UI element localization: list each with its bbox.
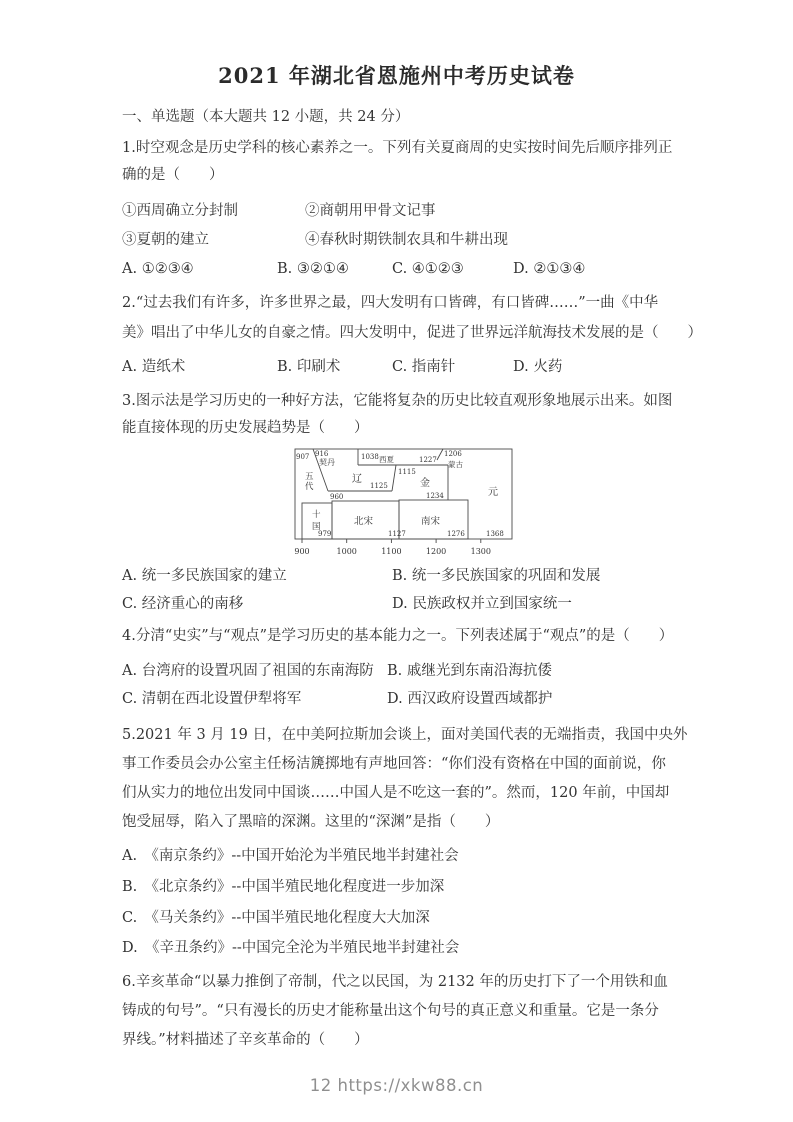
label-khitan: 契丹 bbox=[319, 458, 335, 467]
label-1276: 1276 bbox=[447, 530, 465, 538]
q2-option-b: B. 印刷术 bbox=[277, 359, 341, 375]
q4-options-row-2 bbox=[122, 688, 678, 710]
label-shiguo-2: 国 bbox=[312, 522, 321, 532]
question-1-line-1: 1.时空观念是历史学科的核心素养之一。下列有关夏商周的史实按时间先后顺序排列正 bbox=[122, 140, 673, 156]
q3-option-c: C. 经济重心的南移 bbox=[122, 596, 244, 612]
q2-options-row bbox=[122, 356, 678, 378]
q1-option-a: A. ①②③④ bbox=[122, 261, 194, 277]
q3-options-row-2 bbox=[122, 593, 678, 615]
q2-option-d: D. 火药 bbox=[513, 359, 563, 375]
liao-right-line bbox=[392, 465, 396, 491]
q2-option-c: C. 指南针 bbox=[392, 359, 456, 375]
q1-item-4: ④春秋时期铁制农具和牛耕出现 bbox=[305, 232, 508, 248]
axis-tick-1200: 1200 bbox=[425, 547, 447, 556]
q3-option-a: A. 统一多民族国家的建立 bbox=[122, 568, 287, 584]
q4-option-c: C. 清朝在西北设置伊犁将军 bbox=[122, 691, 302, 707]
q5-option-c: C. 《马关条约》--中国半殖民地化程度大大加深 bbox=[122, 910, 430, 926]
label-1125: 1125 bbox=[370, 482, 388, 490]
question-2-line-2: 美》唱出了中华儿女的自豪之情。四大发明中，促进了世界远洋航海技术发展的是（ ） bbox=[122, 325, 702, 341]
q1-option-d: D. ②①③④ bbox=[513, 261, 586, 277]
axis-tick-1000: 1000 bbox=[336, 547, 357, 556]
q1-option-c: C. ④①②③ bbox=[392, 261, 464, 277]
section-heading: 一、单选题（本大题共 12 小题，共 24 分） bbox=[122, 109, 410, 125]
mongol-boundary-line bbox=[437, 449, 443, 460]
label-960: 960 bbox=[330, 493, 344, 501]
q4-option-d: D. 西汉政府设置西域都护 bbox=[387, 691, 553, 707]
q4-options-row-1 bbox=[122, 660, 678, 682]
label-nansong: 南宋 bbox=[421, 516, 441, 527]
question-5-line-1: 5.2021 年 3 月 19 日，在中美阿拉斯加会谈上，面对美国代表的无端指责，我国中央外 bbox=[122, 727, 688, 743]
q1-items-row-1 bbox=[122, 200, 678, 222]
axis-tick-1300: 1300 bbox=[470, 547, 491, 556]
q3-dynasty-timeline-diagram bbox=[292, 446, 518, 559]
q1-item-2: ②商朝用甲骨文记事 bbox=[305, 203, 436, 219]
label-jin: 金 bbox=[420, 478, 430, 489]
q3-option-b: B. 统一多民族国家的巩固和发展 bbox=[392, 568, 601, 584]
label-907: 907 bbox=[296, 453, 310, 461]
question-6-line-3: 界线。”材料描述了辛亥革命的（ ） bbox=[122, 1032, 369, 1048]
label-xixia: 西夏 bbox=[379, 455, 394, 464]
label-yuan: 元 bbox=[488, 487, 498, 498]
timeline-svg bbox=[292, 446, 518, 559]
label-1127: 1127 bbox=[388, 530, 406, 538]
q1-item-1: ①西周确立分封制 bbox=[122, 203, 238, 219]
question-3-line-1: 3.图示法是学习历史的一种好方法，它能将复杂的历史比较直观形象地展示出来。如图 bbox=[122, 393, 673, 409]
page-watermark: 12 https://xkw88.cn bbox=[309, 1076, 484, 1095]
question-5-line-2: 事工作委员会办公室主任杨洁篪掷地有声地回答：“你们没有资格在中国的面前说，你 bbox=[122, 756, 666, 772]
exam-title: 2021 年湖北省恩施州中考历史试卷 bbox=[218, 63, 575, 88]
label-liao: 辽 bbox=[352, 474, 362, 485]
q4-option-b: B. 戚继光到东南沿海抗倭 bbox=[387, 663, 552, 679]
axis-tick-900: 900 bbox=[294, 547, 310, 556]
label-1206: 1206 bbox=[444, 450, 462, 458]
q3-option-d: D. 民族政权并立到国家统一 bbox=[392, 596, 572, 612]
axis-tick-1100: 1100 bbox=[381, 547, 402, 556]
question-4-line-1: 4.分清“史实”与“观点”是学习历史的基本能力之一。下列表述属于“观点”的是（ ） bbox=[122, 628, 674, 644]
q2-option-a: A. 造纸术 bbox=[122, 359, 186, 375]
q5-option-a: A. 《南京条约》--中国开始沦为半殖民地半封建社会 bbox=[122, 848, 459, 864]
label-beisong: 北宋 bbox=[354, 516, 374, 527]
question-5-line-4: 饱受屈辱，陷入了黑暗的深渊。这里的“深渊”是指（ ） bbox=[122, 814, 500, 830]
label-1038: 1038 bbox=[361, 453, 379, 461]
question-2-line-1: 2.“过去我们有许多，许多世界之最，四大发明有口皆碑，有口皆碑……”一曲《中华 bbox=[122, 295, 659, 311]
q3-options-row-1 bbox=[122, 565, 678, 587]
label-916: 916 bbox=[315, 450, 329, 458]
q1-items-row-2 bbox=[122, 229, 678, 251]
axis-ticks bbox=[302, 539, 481, 543]
label-wudai-1: 五 bbox=[305, 472, 314, 482]
question-1-line-2: 确的是（ ） bbox=[122, 167, 224, 183]
label-mongol: 蒙古 bbox=[448, 460, 463, 469]
label-wudai-2: 代 bbox=[305, 482, 314, 492]
q5-option-b: B. 《北京条约》--中国半殖民地化程度进一步加深 bbox=[122, 879, 445, 895]
q1-options-row bbox=[122, 258, 678, 280]
label-1115: 1115 bbox=[398, 468, 416, 476]
q1-option-b: B. ③②①④ bbox=[277, 261, 349, 277]
label-shiguo-1: 十 bbox=[312, 510, 321, 520]
q1-item-3: ③夏朝的建立 bbox=[122, 232, 209, 248]
q5-option-d: D. 《辛丑条约》--中国完全沦为半殖民地半封建社会 bbox=[122, 940, 460, 956]
question-6-line-2: 铸成的句号”。“只有漫长的历史才能称量出这个句号的真正意义和重量。它是一条分 bbox=[122, 1003, 659, 1019]
label-1227: 1227 bbox=[419, 456, 437, 464]
label-1368: 1368 bbox=[486, 530, 504, 538]
label-979: 979 bbox=[318, 530, 332, 538]
label-1234: 1234 bbox=[426, 492, 444, 500]
q4-option-a: A. 台湾府的设置巩固了祖国的东南海防 bbox=[122, 663, 374, 679]
question-3-line-2: 能直接体现的历史发展趋势是（ ） bbox=[122, 420, 369, 436]
question-6-line-1: 6.辛亥革命“以暴力推倒了帝制，代之以民国，为 2132 年的历史打下了一个用铁和血 bbox=[122, 974, 668, 990]
question-5-line-3: 们从实力的地位出发同中国谈……中国人是不吃这一套的”。然而，120 年前，中国却 bbox=[122, 785, 670, 801]
